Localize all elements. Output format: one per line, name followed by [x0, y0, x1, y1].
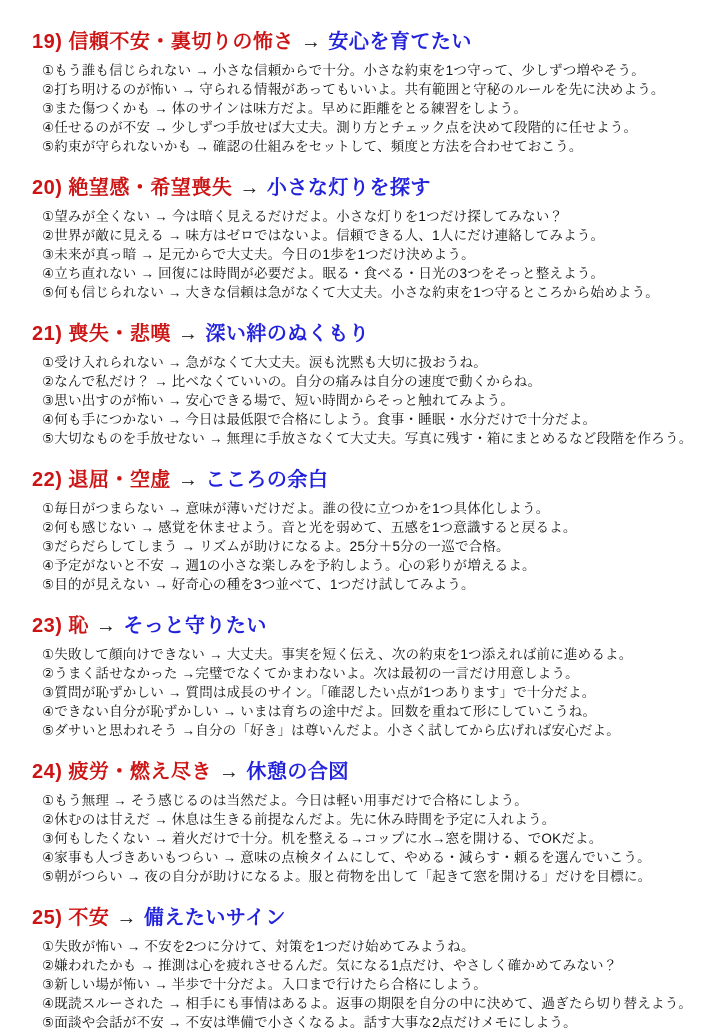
section-heading: [32, 31, 707, 54]
advice-line: ①もう誰も信じられない → 小さな信頼からで十分。小さな約束を1つ守って、少しずつ増やそう。: [42, 63, 645, 78]
advice-line: ②うまく話せなかった →完璧でなくてかまわないよ。次は最初の一言だけ用意しよう。: [42, 666, 579, 681]
right-arrow-glyph: →: [239, 177, 260, 199]
right-arrow-glyph: →: [116, 907, 137, 929]
advice-line: ④できない自分が恥ずかしい → いまは育ちの途中だよ。回数を重ねて形にしていこうね。: [42, 704, 597, 719]
advice-line: ③質問が恥ずかしい → 質問は成長のサイン。「確認したい点が1つあります」で十分だよ。: [42, 685, 596, 700]
advice-line: ④既読スルーされた → 相手にも事情はあるよ。返事の期限を自分の中に決めて、過ぎたら切り替えよう。: [42, 996, 693, 1011]
section-number: 22): [32, 469, 63, 491]
section-goal-label: 休憩の合図: [246, 761, 349, 783]
right-arrow-glyph: →: [300, 31, 322, 53]
right-arrow-glyph: →: [95, 615, 117, 637]
section-heading: [32, 323, 707, 346]
advice-line: ④何も手につかない → 今日は最低限で合格にしよう。食事・睡眠・水分だけで十分だよ。: [42, 412, 597, 427]
section-goal-label: 安心を育てたい: [328, 31, 472, 53]
section-number: 20): [32, 177, 63, 199]
section-heading: [32, 761, 707, 784]
advice-list: [32, 937, 707, 1032]
advice-line: ②世界が敵に見える → 味方はゼロではないよ。信頼できる人、1人にだけ連絡してみよう。: [42, 228, 605, 243]
advice-list: [32, 61, 707, 156]
advice-line: ②打ち明けるのが怖い → 守られる情報があってもいいよ。共有範囲と守秘のルールを先に決めよう。: [42, 82, 665, 97]
advice-line: ①失敗が怖い → 不安を2つに分けて、対策を1つだけ始めてみようね。: [42, 939, 475, 954]
section-goal-label: 小さな灯りを探す: [266, 177, 431, 199]
advice-section: [32, 323, 707, 448]
advice-line: ②なんで私だけ？ → 比べなくていいの。自分の痛みは自分の速度で動くからね。: [42, 374, 542, 389]
advice-line: ⑤目的が見えない → 好奇心の種を3つ並べて、1つだけ試してみよう。: [42, 577, 475, 592]
right-arrow-glyph: →: [218, 761, 240, 783]
section-topic-label: 恥: [68, 615, 89, 637]
section-goal-label: そっと守りたい: [123, 615, 267, 637]
section-topic-label: 疲労・燃え尽き: [68, 761, 212, 783]
advice-list: [32, 353, 707, 448]
advice-line: ①失敗して顔向けできない → 大丈夫。事実を短く伝え、次の約束を1つ添えれば前に進めるよ。: [42, 647, 633, 662]
advice-line: ③何もしたくない → 着火だけで十分。机を整える→コップに水→窓を開ける、でOKだよ。: [42, 831, 603, 846]
section-heading: [32, 907, 707, 930]
advice-section: [32, 177, 707, 302]
advice-line: ③新しい場が怖い → 半歩で十分だよ。入口まで行けたら合格にしよう。: [42, 977, 487, 992]
advice-line: ③また傷つくかも → 体のサインは味方だよ。早めに距離をとる練習をしよう。: [42, 101, 528, 116]
advice-line: ④立ち直れない → 回復には時間が必要だよ。眠る・食べる・日光の3つをそっと整えよう。: [42, 266, 605, 281]
advice-line: ⑤大切なものを手放せない → 無理に手放さなくて大丈夫。写真に残す・箱にまとめるなど段階を作ろう。: [42, 431, 693, 446]
advice-line: ⑤朝がつらい → 夜の自分が助けになるよ。服と荷物を出して「起きて窓を開ける」だけを目標に。: [42, 869, 652, 884]
advice-section: [32, 31, 707, 156]
advice-line: ①受け入れられない → 急がなくて大丈夫。涙も沈黙も大切に扱おうね。: [42, 355, 487, 370]
advice-section: [32, 907, 707, 1032]
advice-line: ⑤ダサいと思われそう →自分の「好き」は尊いんだよ。小さく試してから広げれば安心だよ。: [42, 723, 620, 738]
section-goal-label: こころの余白: [205, 469, 329, 491]
advice-list: [32, 791, 707, 886]
advice-line: ③未来が真っ暗 → 足元からで大丈夫。今日の1歩を1つだけ決めよう。: [42, 247, 475, 262]
right-arrow-glyph: →: [177, 469, 199, 491]
advice-list: [32, 645, 707, 740]
section-number: 25): [32, 907, 63, 929]
section-number: 19): [32, 31, 63, 53]
advice-line: ①望みが全くない → 今は暗く見えるだけだよ。小さな灯りを1つだけ探してみない？: [42, 209, 564, 224]
section-topic-label: 絶望感・希望喪失: [68, 177, 233, 199]
section-heading: [32, 177, 707, 200]
advice-section: [32, 469, 707, 594]
advice-line: ④家事も人づきあいもつらい → 意味の点検タイムにして、やめる・減らす・頼るを選んでいこう。: [42, 850, 651, 865]
section-heading: [32, 615, 707, 638]
advice-line: ②嫌われたかも → 推測は心を疲れさせるんだ。気になる1点だけ、やさしく確かめてみない？: [42, 958, 618, 973]
section-topic-label: 退屈・空虚: [68, 469, 171, 491]
advice-list: [32, 499, 707, 594]
section-goal-label: 備えたいサイン: [143, 907, 287, 929]
right-arrow-glyph: →: [177, 323, 199, 345]
section-number: 24): [32, 761, 63, 783]
advice-section: [32, 761, 707, 886]
advice-line: ⑤何も信じられない → 大きな信頼は急がなくて大丈夫。小さな約束を1つ守るところから始めよう。: [42, 285, 660, 300]
advice-line: ②何も感じない → 感覚を休ませよう。音と光を弱めて、五感を1つ意識すると戻るよ。: [42, 520, 577, 535]
section-topic-label: 不安: [68, 907, 110, 929]
section-number: 21): [32, 323, 63, 345]
advice-line: ④任せるのが不安 → 少しずつ手放せば大丈夫。測り方とチェック点を決めて段階的に任せよう。: [42, 120, 638, 135]
section-topic-label: 信頼不安・裏切りの怖さ: [68, 31, 294, 53]
advice-line: ①毎日がつまらない → 意味が薄いだけだよ。誰の役に立つかを1つ具体化しよう。: [42, 501, 550, 516]
section-number: 23): [32, 615, 63, 637]
advice-list: [32, 207, 707, 302]
advice-line: ⑤約束が守られないかも → 確認の仕組みをセットして、頻度と方法を合わせておこう。: [42, 139, 583, 154]
section-heading: [32, 469, 707, 492]
section-topic-label: 喪失・悲嘆: [68, 323, 171, 345]
advice-section: [32, 615, 707, 740]
advice-line: ②休むのは甘えだ → 休息は生きる前提なんだよ。先に休み時間を予定に入れよう。: [42, 812, 556, 827]
advice-line: ①もう無理 → そう感じるのは当然だよ。今日は軽い用事だけで合格にしよう。: [42, 793, 529, 808]
section-goal-label: 深い絆のぬくもり: [205, 323, 370, 345]
advice-line: ④予定がないと不安 → 週1の小さな楽しみを予約しよう。心の彩りが増えるよ。: [42, 558, 536, 573]
advice-line: ③だらだらしてしまう → リズムが助けになるよ。25分＋5分の一巡で合格。: [42, 539, 510, 554]
advice-line: ⑤面談や会話が不安 → 不安は準備で小さくなるよ。話す大事な2点だけメモにしよう。: [42, 1015, 577, 1030]
advice-line: ③思い出すのが怖い → 安心できる場で、短い時間からそっと触れてみよう。: [42, 393, 515, 408]
